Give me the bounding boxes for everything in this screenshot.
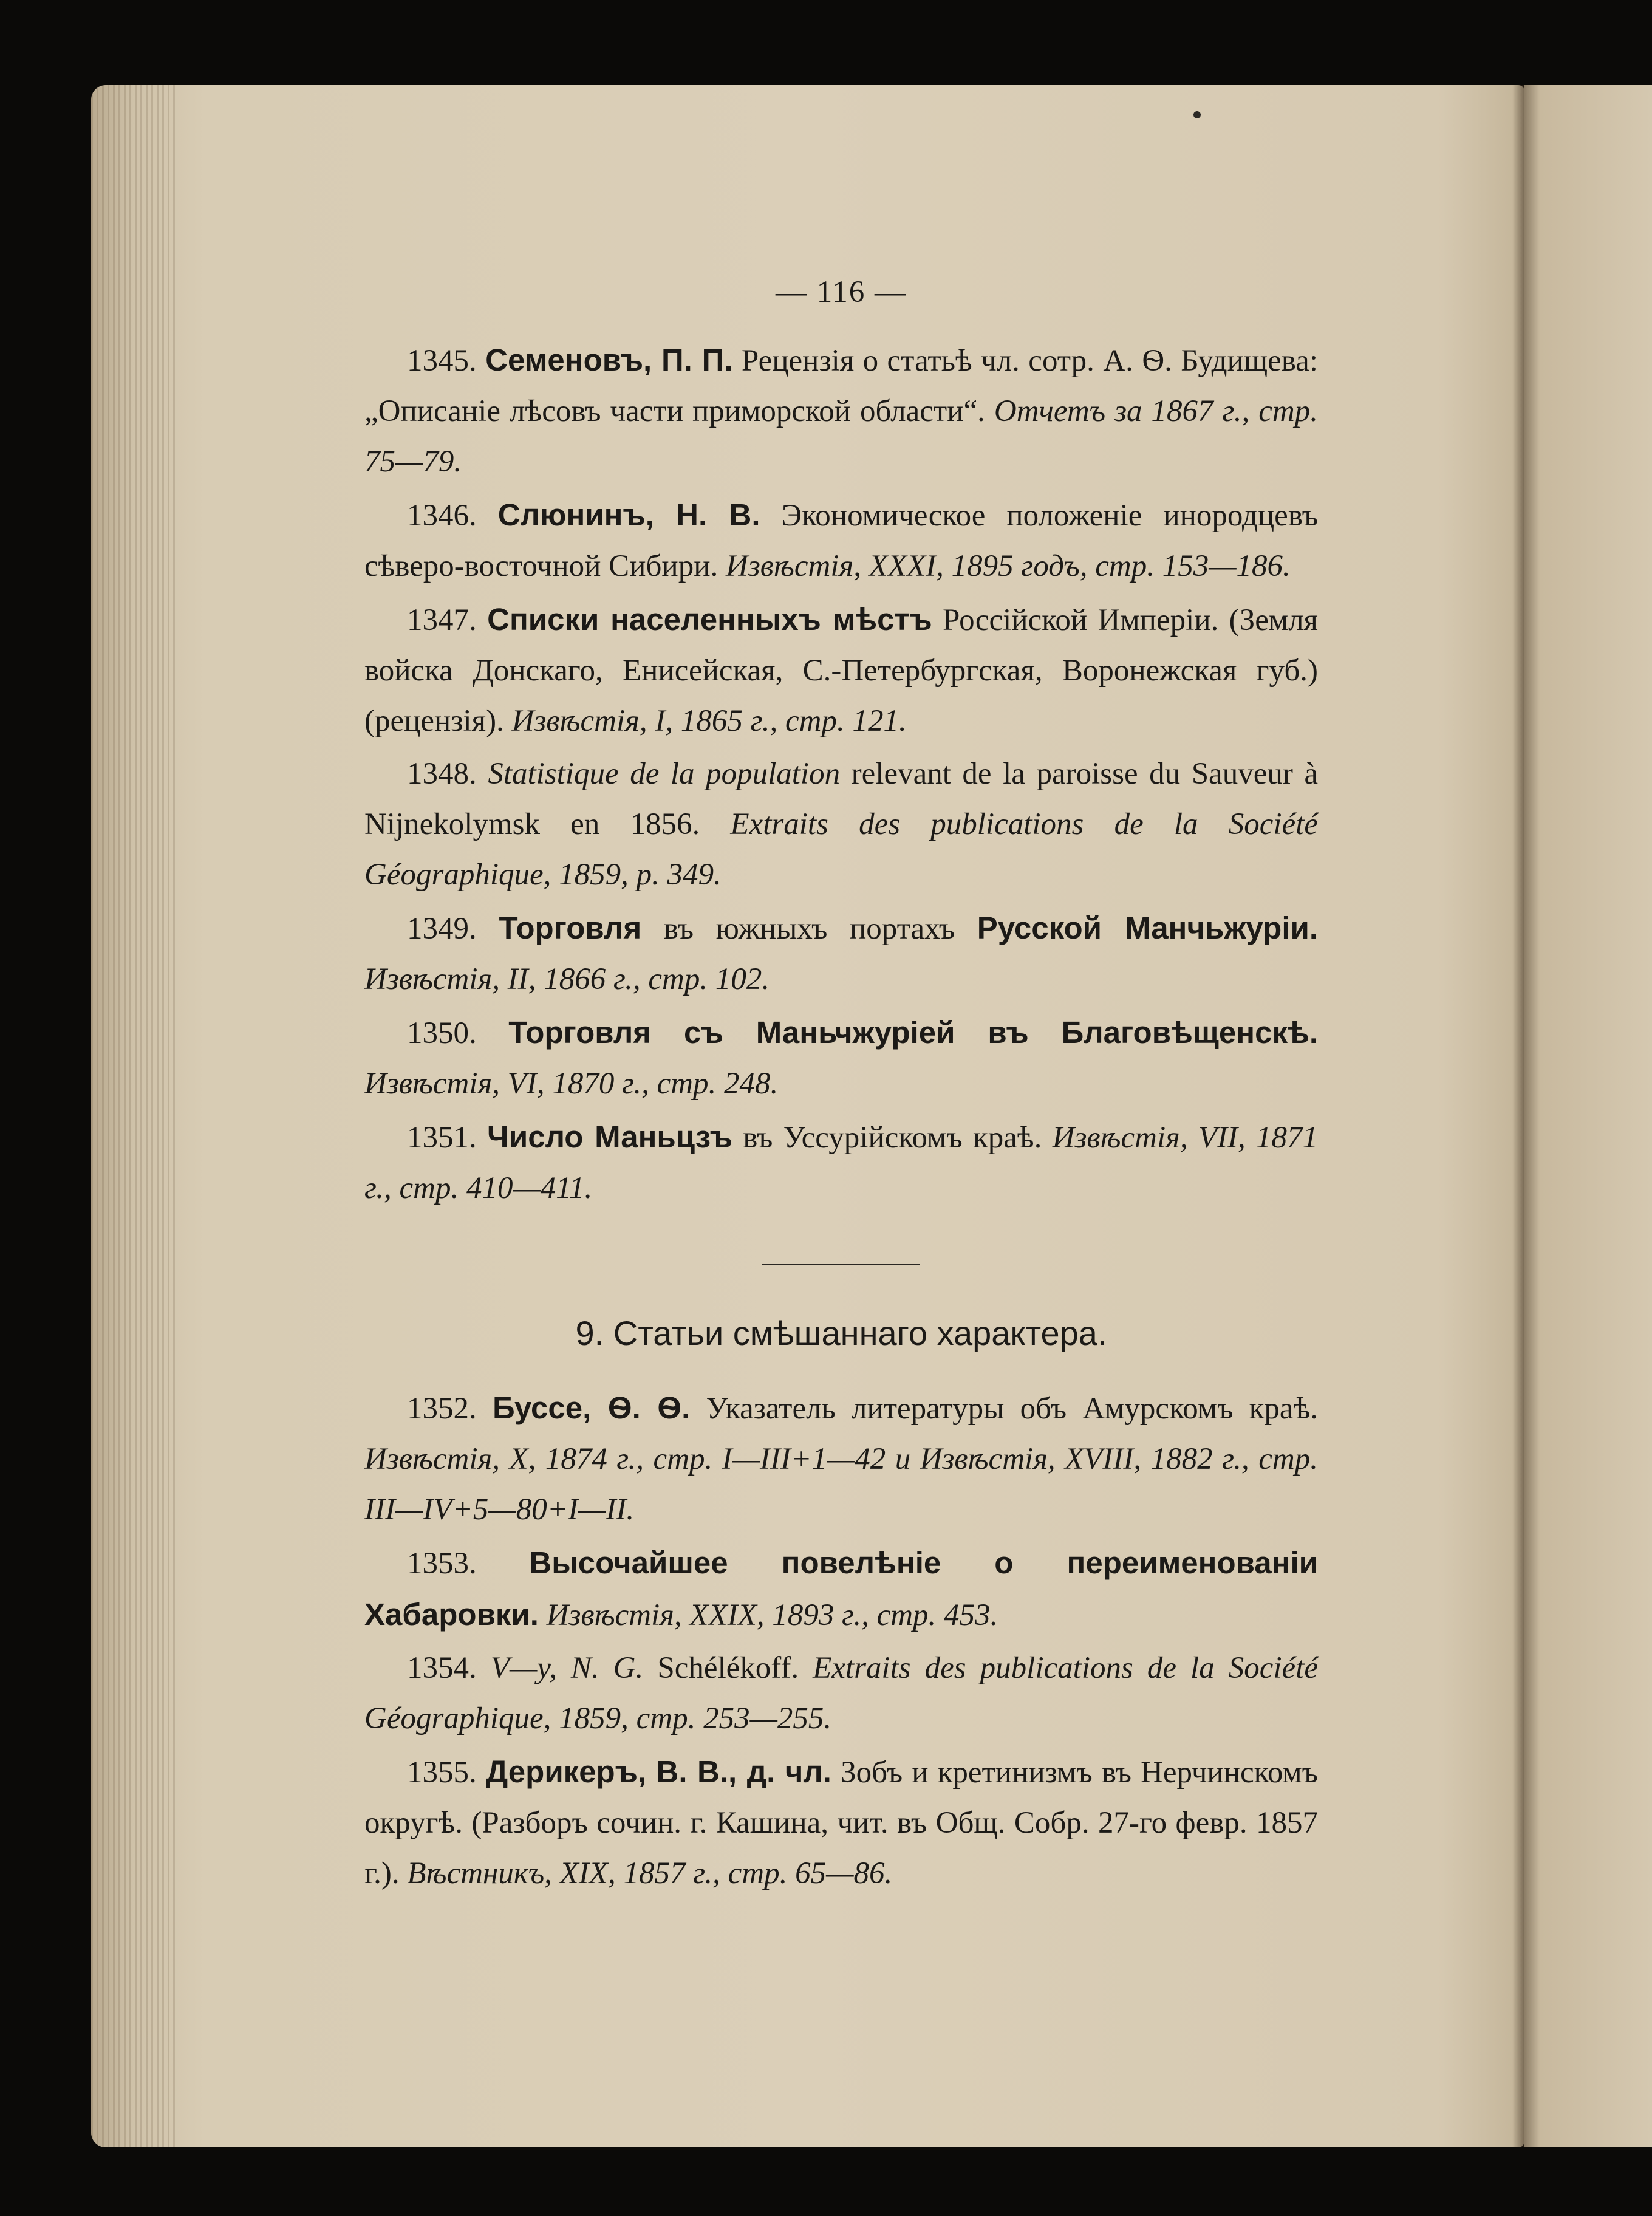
entry-author: Высочайшее повелѣніе о переименованіи Хабаровки.	[364, 1545, 1318, 1632]
section-divider	[762, 1264, 920, 1265]
entry-title: Указатель литературы объ Амурскомъ краѣ.	[690, 1392, 1318, 1426]
entry-author: Торговля съ Маньчжуріей въ Благовѣщенскѣ.	[508, 1015, 1318, 1050]
entry-number: 1349.	[407, 912, 477, 946]
entry-source: Извѣстія, VII, 1871 г., стр. 410—411.	[364, 1121, 1318, 1205]
entry-author: Число Маньцзъ	[487, 1120, 732, 1154]
entry-source: Extraits des publications de la Société Géographique, 1859, стр. 253—255.	[364, 1651, 1318, 1736]
entry-title-italic: Statistique de la population	[488, 757, 841, 791]
entry-source: Отчетъ за 1867 г., стр. 75—79.	[364, 394, 1318, 479]
entry-number: 1345.	[407, 344, 477, 378]
entry-number: 1348.	[407, 757, 477, 791]
entry-author: Буссе, Ѳ. Ѳ.	[492, 1390, 691, 1425]
adjacent-page	[1524, 85, 1652, 2147]
entry-source: Извѣстія, VI, 1870 г., стр. 248.	[364, 1067, 779, 1101]
bibliography-entry	[364, 1112, 1318, 1214]
bibliography-entry	[364, 1383, 1318, 1535]
entry-source: Вѣстникъ, XIX, 1857 г., стр. 65—86.	[407, 1856, 893, 1890]
entry-title: Зобъ и кретинизмъ въ Нерчинскомъ округѣ. (Разборъ сочин. г. Кашина, чит. въ Общ. Собр. 27-го февр. 1857 г.).	[364, 1756, 1319, 1890]
section-heading: 9. Статьи смѣшаннаго характера.	[575, 1314, 1107, 1352]
page-text	[364, 267, 1318, 1901]
entry-author: Торговля	[499, 911, 642, 945]
entry-title: Рецензія о статьѣ чл. сотр. А. Ѳ. Будищева: „Описаніе лѣсовъ части приморской области“.	[364, 344, 1318, 428]
entry-title: въ Уссурійскомъ краѣ.	[732, 1121, 1053, 1155]
entry-number: 1347.	[407, 603, 477, 637]
entry-author: Слюнинъ, Н. В.	[497, 498, 760, 532]
entry-title: въ южныхъ портахъ	[641, 912, 977, 946]
entry-title	[539, 1598, 547, 1632]
entry-source: Извѣстія, XXXI, 1895 годъ, стр. 153—186.	[726, 549, 1291, 583]
entry-source: Extraits des publications de la Société Géographique, 1859, p. 349.	[364, 807, 1318, 892]
entry-author: Списки населенныхъ мѣстъ	[487, 602, 932, 637]
ink-speck	[1193, 111, 1201, 118]
entry-author-part: Русской Манчьжуріи.	[977, 911, 1319, 945]
bibliography-entry	[364, 490, 1318, 592]
entry-number: 1354.	[407, 1651, 477, 1685]
bibliography-entry	[364, 903, 1318, 1005]
entry-title: Schélékoff.	[643, 1651, 813, 1685]
entry-number: 1346.	[407, 499, 477, 533]
entry-source: Извѣстія, X, 1874 г., стр. I—III+1—42 и Извѣстія, XVIII, 1882 г., стр. III—IV+5—80+I—II.	[364, 1442, 1318, 1527]
entry-number: 1351.	[407, 1121, 477, 1155]
entry-author-italic: V—y, N. G.	[490, 1651, 644, 1685]
bibliography-entry	[364, 335, 1318, 487]
bibliography-entry	[364, 1007, 1318, 1109]
entry-title: Экономическое положеніе инородцевъ сѣверо-восточной Сибири.	[364, 499, 1318, 583]
bibliography-entry	[364, 1746, 1318, 1899]
entry-source: Извѣстія, II, 1866 г., стр. 102.	[364, 962, 770, 996]
page-stack-edges	[91, 85, 176, 2147]
bibliography-entry	[364, 594, 1318, 747]
entry-number: 1355.	[407, 1756, 477, 1790]
entry-author: Дерикеръ, В. В., д. чл.	[485, 1754, 831, 1789]
bibliography-entry	[364, 1643, 1318, 1744]
entry-source: Извѣстія, I, 1865 г., стр. 121.	[511, 704, 907, 738]
entry-title: Россійской Имперіи. (Земля войска Донскаго, Енисейская, С.-Петербургская, Воронежская губ.) (рецензія).	[364, 603, 1319, 738]
entry-number: 1350.	[407, 1016, 477, 1050]
page-number: — 116 —	[775, 275, 907, 309]
entry-number: 1353.	[407, 1547, 477, 1581]
entry-author: Семеновъ, П. П.	[485, 343, 733, 377]
entries-part-1	[364, 335, 1318, 1214]
entries-part-2	[364, 1383, 1318, 1899]
entry-title: relevant de la paroisse du Sauveur à Nijnekolymsk en 1856.	[364, 757, 1318, 841]
entry-number: 1352.	[407, 1392, 477, 1426]
bibliography-entry	[364, 1537, 1318, 1641]
bibliography-entry	[364, 749, 1318, 900]
entry-source: Извѣстія, XXIX, 1893 г., стр. 453.	[546, 1598, 998, 1632]
